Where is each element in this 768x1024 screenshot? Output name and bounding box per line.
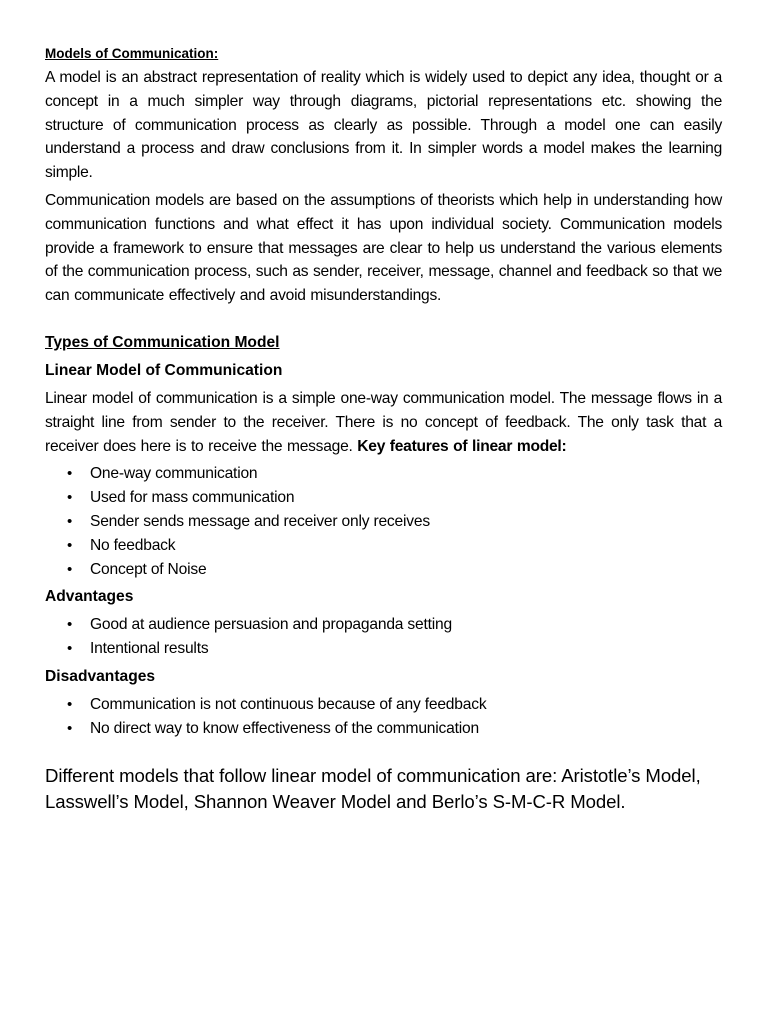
features-list xyxy=(45,462,722,581)
disadvantages-heading: Disadvantages xyxy=(45,667,156,685)
bullet-icon: • xyxy=(67,489,73,507)
advantage-text: Intentional results xyxy=(90,640,209,658)
document-page xyxy=(45,44,722,833)
disadvantage-text: Communication is not continuous because of any feedback xyxy=(90,695,487,713)
list-item xyxy=(45,558,722,582)
list-item xyxy=(45,613,722,637)
intro-paragraph-1: A model is an abstract representation of reality which is widely used to depict any idea, thought or a concept in a much simpler way through diagrams, pictorial representations etc. showing the structure of communication process as clearly as possible. Through a model one can easily understand a process and draw conclusions from it. In simpler words a model makes the learning simple. xyxy=(45,69,722,182)
bullet-icon: • xyxy=(67,512,73,530)
bullet-icon: • xyxy=(67,465,73,483)
bullet-icon: • xyxy=(67,616,73,634)
list-item xyxy=(45,717,722,741)
list-item xyxy=(45,534,722,558)
list-item xyxy=(45,693,722,717)
disadvantage-text: No direct way to know effectiveness of the communication xyxy=(90,719,479,737)
disadvantages-list xyxy=(45,693,722,741)
linear-model-description xyxy=(45,387,722,458)
closing-paragraph: Different models that follow linear model of communication are: Aristotle’s Model, Lasswell’s Model, Shannon Weaver Model and Berlo’s S-M-C-R Model. xyxy=(45,764,701,812)
list-item xyxy=(45,486,722,510)
feature-text: Used for mass communication xyxy=(90,489,295,507)
types-heading: Types of Communication Model xyxy=(45,333,280,351)
list-item xyxy=(45,462,722,486)
feature-text: No feedback xyxy=(90,536,176,554)
feature-text: One-way communication xyxy=(90,465,258,483)
feature-text: Concept of Noise xyxy=(90,560,207,578)
advantages-list xyxy=(45,613,722,661)
intro-paragraph-2: Communication models are based on the assumptions of theorists which help in understanding how communication functions and what effect it has upon individual society. Communication models provide a framework to ensure that messages are clear to help us understand the various elements of the communication process, such as sender, receiver, message, channel and feedback so that we can communicate effectively and avoid misunderstandings. xyxy=(45,191,722,305)
feature-text: Sender sends message and receiver only receives xyxy=(90,512,430,530)
document-title: Models of Communication: xyxy=(45,46,219,61)
advantages-heading: Advantages xyxy=(45,588,134,606)
bullet-icon: • xyxy=(67,719,73,737)
bullet-icon: • xyxy=(67,640,73,658)
linear-model-heading: Linear Model of Communication xyxy=(45,361,283,379)
list-item xyxy=(45,510,722,534)
bullet-icon: • xyxy=(67,695,73,713)
key-features-label: Key features of linear model: xyxy=(357,437,567,455)
bullet-icon: • xyxy=(67,536,73,554)
advantage-text: Good at audience persuasion and propaganda setting xyxy=(90,616,452,634)
list-item xyxy=(45,637,722,661)
bullet-icon: • xyxy=(67,560,73,578)
linear-description-text: Linear model of communication is a simple one-way communication model. The message flows in a straight line from sender to the receiver. There is no concept of feedback. The only task that a receiver does here is to receive the message. xyxy=(45,389,722,455)
